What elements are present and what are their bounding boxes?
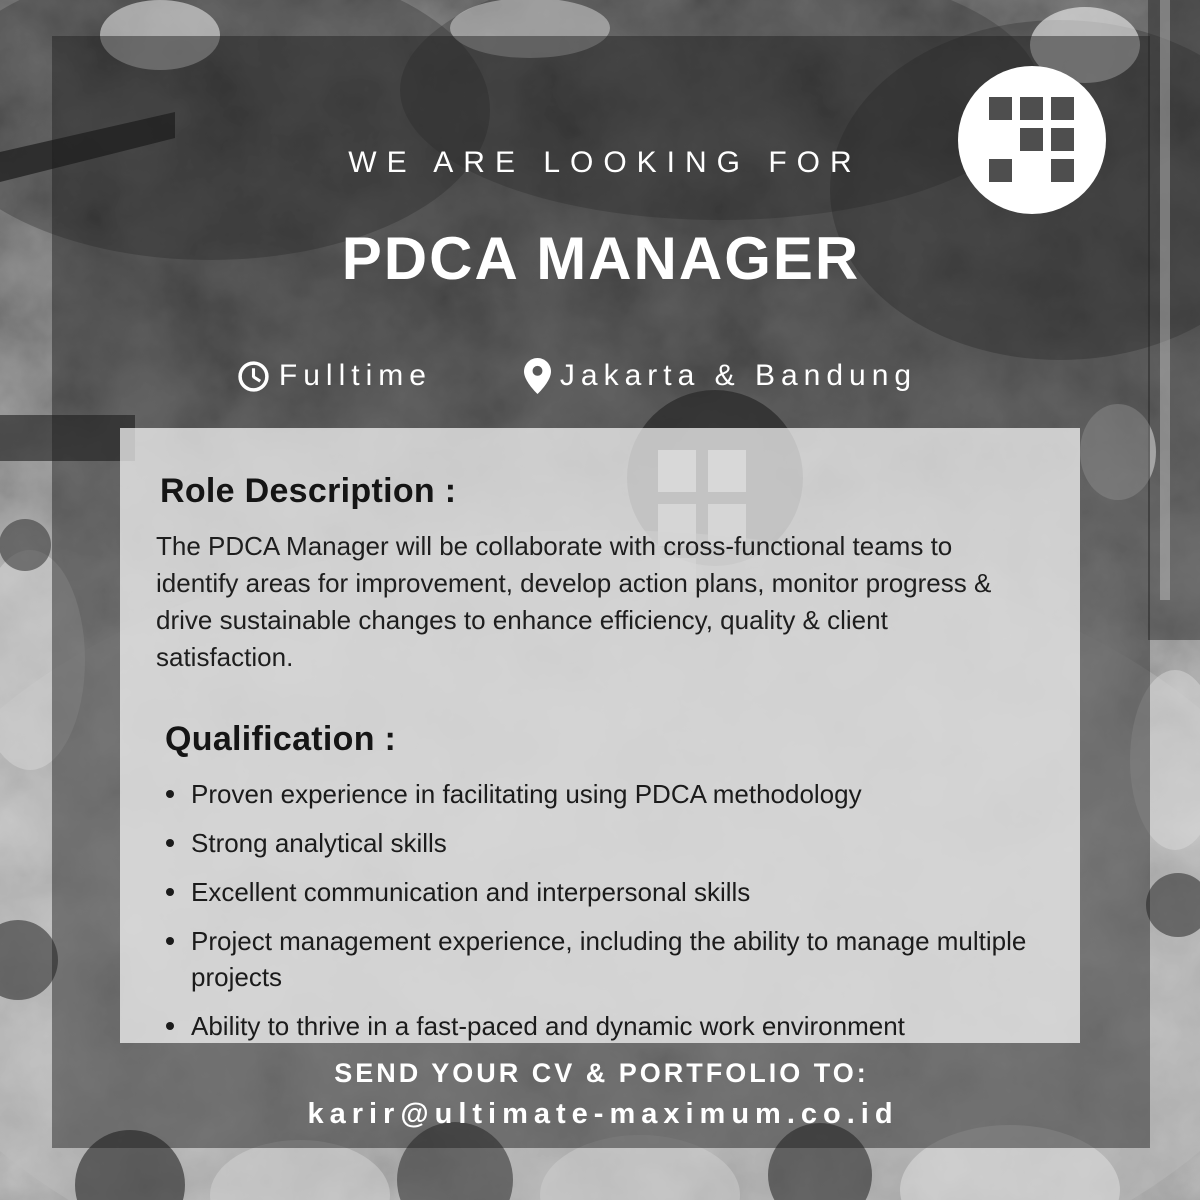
employment-type <box>237 359 432 393</box>
qualification-item-text: Strong analytical skills <box>191 828 447 858</box>
bullet-dot <box>166 790 174 798</box>
bullet-dot <box>166 937 174 945</box>
pixel-grid-logo-icon <box>989 97 1074 182</box>
qualification-item <box>160 874 1032 910</box>
qualification-item-text: Ability to thrive in a fast-paced and dynamic work environment <box>191 1011 905 1041</box>
company-logo <box>958 66 1106 214</box>
location-pin-icon <box>524 358 551 394</box>
qualification-item-text: Proven experience in facilitating using PDCA methodology <box>191 779 862 809</box>
qualification-item <box>160 1008 1032 1044</box>
details-panel <box>120 428 1080 1043</box>
bullet-dot <box>166 888 174 896</box>
qualification-heading: Qualification : <box>165 720 397 758</box>
qualification-item <box>160 825 1032 861</box>
qualification-item-text: Project management experience, including the ability to manage multiple projects <box>191 926 1027 992</box>
bullet-dot <box>166 839 174 847</box>
cta-text: SEND YOUR CV & PORTFOLIO TO: <box>334 1058 869 1088</box>
qualification-item-text: Excellent communication and interpersonal skills <box>191 877 751 907</box>
job-title: PDCA MANAGER <box>341 225 861 292</box>
qualification-item <box>160 923 1032 995</box>
qualification-list <box>160 776 1032 1057</box>
clock-icon <box>237 360 270 393</box>
eyebrow-text: WE ARE LOOKING FOR <box>348 146 862 179</box>
role-description-heading: Role Description : <box>160 472 457 510</box>
qualification-item <box>160 776 1032 812</box>
job-location-label: Jakarta & Bandung <box>559 359 918 392</box>
bullet-dot <box>166 1022 174 1030</box>
role-description-text: The PDCA Manager will be collaborate with cross-functional teams to identify areas for improvement, develop action plans, monitor progress & drive sustainable changes to enhance efficiency, quality & client satisfaction. <box>156 531 992 672</box>
employment-type-label: Fulltime <box>278 359 432 392</box>
job-meta <box>0 358 1200 394</box>
job-location <box>524 358 917 394</box>
email-text: karir@ultimate-maximum.co.id <box>307 1098 899 1130</box>
